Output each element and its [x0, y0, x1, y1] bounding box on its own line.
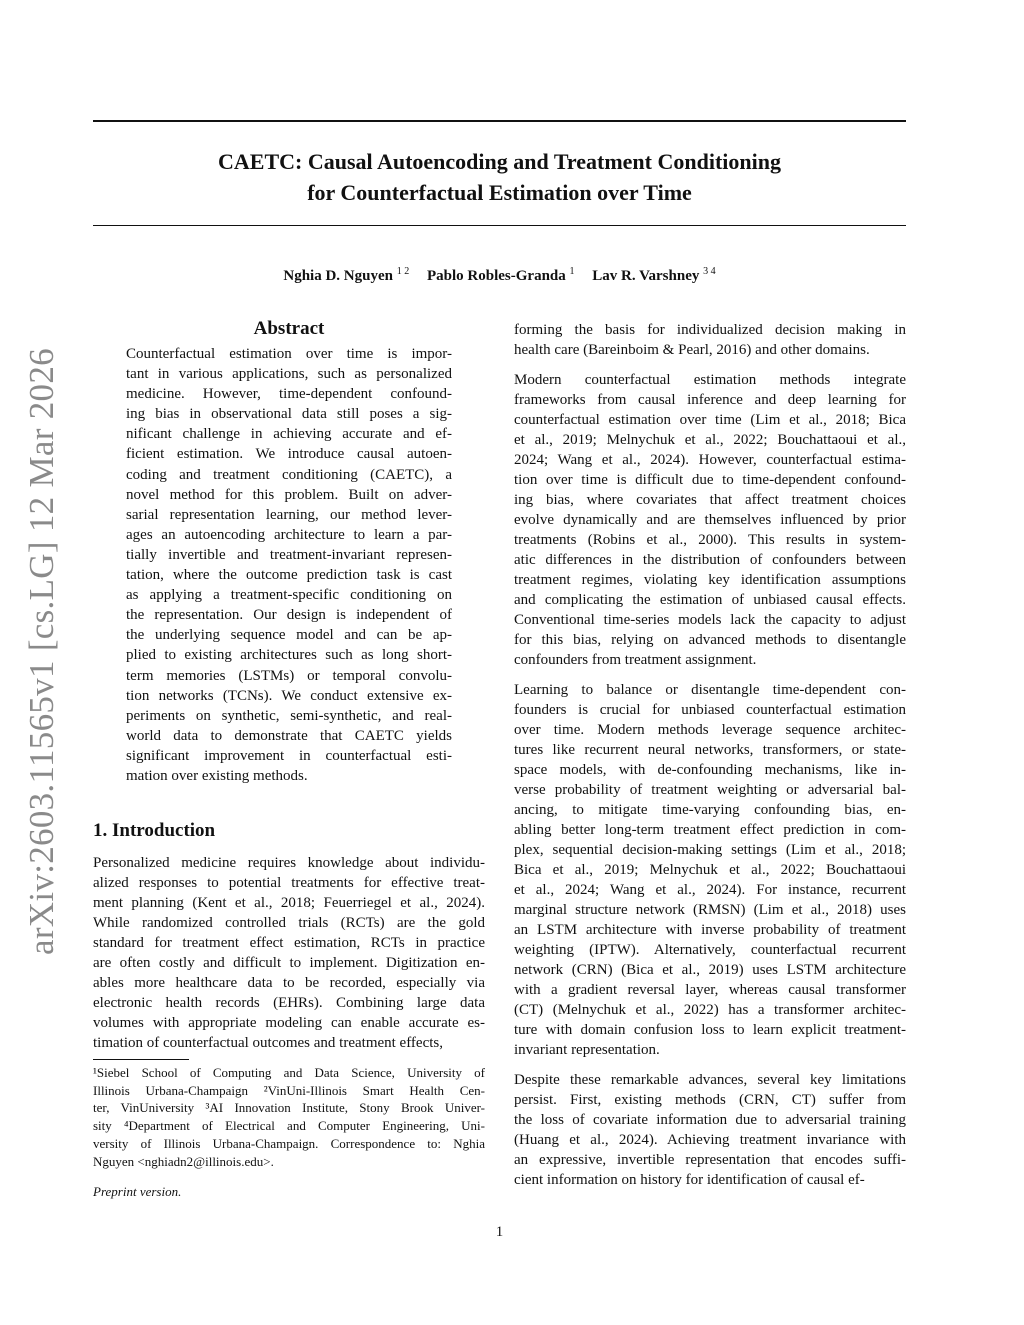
introduction-line: While randomized controlled trials (RCTs) are the gold	[93, 915, 485, 931]
right-line: with a gradient reversal layer, whereas causal transformer	[514, 982, 906, 998]
right-line: and complicating the estimation of unbiased causal effects.	[514, 592, 906, 608]
right-line: for this bias, relying on advanced methods to disentangle	[514, 632, 906, 648]
abstract-line: term memories (LSTMs) or temporal convolu-	[126, 667, 452, 684]
abstract-line: the representation. Our design is independent of	[126, 607, 452, 624]
right-line: et al., 2024; Wang et al., 2024). For instance, recurrent	[514, 882, 906, 898]
footnote-line: Illinois Urbana-Champaign ²VinUni-Illinois Smart Health Cen-	[93, 1082, 485, 1098]
right-line: tion over time is difficult due to time-dependent confound-	[514, 472, 906, 488]
right-line: space models, with de-confounding mechanisms, like in-	[514, 762, 906, 778]
abstract-line: sarial representation learning, our method lever-	[126, 506, 452, 523]
footnote-line: ter, VinUniversity ³AI Innovation Institute, Stony Brook Univer-	[93, 1100, 485, 1116]
right-line: weighting (IPTW). Alternatively, counterfactual recurrent	[514, 942, 906, 958]
introduction-line: ment planning (Kent et al., 2018; Feuerriegel et al., 2024).	[93, 895, 485, 911]
abstract-line: nificant challenge in achieving accurate and ef-	[126, 426, 452, 443]
author-2-affiliations: 1	[569, 266, 575, 277]
abstract-line: tially invertible and treatment-invariant represen-	[126, 546, 452, 563]
right-line: invariant representation.	[514, 1042, 660, 1058]
author-2: Pablo Robles-Granda $^1$	[426, 266, 575, 284]
abstract-line: the underlying sequence model and can be ap-	[126, 627, 452, 644]
author-list	[93, 262, 906, 286]
right-line: verse probability of treatment weighting or adversarial bal-	[514, 782, 906, 798]
right-line: confounders from treatment assignment.	[514, 652, 757, 668]
abstract-line: mation over existing methods.	[126, 767, 308, 784]
right-line: tures like recurrent neural networks, transformers, or state-	[514, 742, 906, 758]
right-paragraph	[514, 370, 906, 670]
abstract-line: coding and treatment conditioning (CAETC), a	[126, 466, 452, 483]
page-number: 1	[495, 1224, 504, 1240]
abstract-line: significant improvement in counterfactual esti-	[126, 747, 452, 764]
author-1-affiliations: 1 2	[396, 266, 410, 277]
abstract-line: ages an autoencoding architecture to learn a par-	[126, 526, 452, 543]
paper-title	[93, 146, 906, 208]
abstract-line: novel method for this problem. Built on adver-	[126, 486, 452, 503]
introduction-line: Personalized medicine requires knowledge about individu-	[93, 855, 485, 871]
abstract-line: ficient estimation. We introduce causal autoen-	[126, 446, 452, 463]
abstract-body	[126, 344, 452, 786]
abstract-line: as applying a treatment-specific conditioning on	[126, 587, 452, 604]
right-paragraph	[514, 1070, 906, 1190]
introduction-line: alized responses to potential treatments for effective treat-	[93, 875, 485, 891]
right-line: plex, sequential decision-making settings (Lim et al., 2018;	[514, 842, 906, 858]
right-line: Despite these remarkable advances, several key limitations	[514, 1072, 906, 1088]
footnote-line: sity ⁴Department of Electrical and Computer Engineering, Uni-	[93, 1118, 485, 1134]
footnote-line: Nguyen <nghiadn2@illinois.edu>.	[93, 1153, 274, 1169]
right-line: et al., 2019; Melnychuk et al., 2022; Bouchattaoui et al.,	[514, 432, 906, 448]
introduction-line: volumes with appropriate modeling can enable accurate es-	[93, 1015, 485, 1031]
abstract-line: medicine. However, time-dependent confound-	[126, 386, 452, 403]
right-line: Learning to balance or disentangle time-dependent con-	[514, 682, 906, 698]
right-line: ture with domain confusion loss to learn explicit treatment-	[514, 1022, 906, 1038]
right-line: evolve dynamically and are themselves influenced by prior	[514, 512, 906, 528]
right-line: the loss of covariate information due to adversarial training	[514, 1112, 906, 1128]
arxiv-side-stamp: arXiv:2603.11565v1 [cs.LG] 12 Mar 2026	[22, 348, 61, 955]
footnote-rule	[93, 1059, 189, 1060]
title-line-2: for Counterfactual Estimation over Time	[307, 180, 692, 205]
right-line: treatments (Robins et al., 2000). This results in system-	[514, 532, 906, 548]
right-line: cient information on history for identification of causal ef-	[514, 1172, 865, 1188]
right-paragraph	[514, 320, 906, 360]
introduction-line: are often costly and difficult to implement. Digitization en-	[93, 955, 485, 971]
abstract-line: Counterfactual estimation over time is impor-	[126, 346, 452, 362]
title-bottom-rule	[93, 225, 906, 226]
right-line: over time. Modern methods leverage sequence architec-	[514, 722, 906, 738]
right-column	[514, 320, 906, 1200]
right-line: counterfactual estimation over time (Lim et al., 2018; Bica	[514, 412, 906, 428]
right-line: ing bias, where covariates that affect treatment choices	[514, 492, 906, 508]
right-line: abling better long-term treatment effect prediction in com-	[514, 822, 906, 838]
affiliations-footnote	[93, 1064, 485, 1170]
right-line: marginal structure network (RMSN) (Lim et al., 2018) uses	[514, 902, 906, 918]
abstract-line: tation, where the outcome prediction task is cast	[126, 567, 452, 584]
introduction-line: timation of counterfactual outcomes and treatment effects,	[93, 1035, 444, 1051]
right-line: an LSTM architecture with inverse probability of treatment	[514, 922, 906, 938]
right-line: frameworks from causal inference and deep learning for	[514, 392, 906, 408]
right-line: (Huang et al., 2024). Achieving treatment invariance with	[514, 1132, 906, 1148]
introduction-body	[93, 853, 485, 1053]
title-line-1: CAETC: Causal Autoencoding and Treatment Conditioning	[218, 149, 781, 174]
author-3: Lav R. Varshney $^{3 4}$	[592, 266, 716, 284]
introduction-line: ables more healthcare data to be recorded, especially via	[93, 975, 485, 991]
right-line: Modern counterfactual estimation methods integrate	[514, 372, 906, 388]
introduction-line: electronic health records (EHRs). Combining large data	[93, 995, 485, 1011]
right-line: forming the basis for individualized decision making in	[514, 322, 906, 338]
right-line: treatment regimes, violating key identification assumptions	[514, 572, 906, 588]
right-paragraph	[514, 680, 906, 1060]
right-line: network (CRN) (Bica et al., 2019) uses LSTM architecture	[514, 962, 906, 978]
footnote-line: ¹Siebel School of Computing and Data Science, University of	[93, 1065, 485, 1080]
preprint-note: Preprint version.	[93, 1184, 182, 1199]
right-line: health care (Bareinboim & Pearl, 2016) and other domains.	[514, 342, 870, 358]
abstract-line: periments on synthetic, semi-synthetic, and real-	[126, 707, 452, 724]
author-1: Nghia D. Nguyen $^{1 2}$	[283, 266, 410, 284]
abstract-line: plied to existing architectures such as long short-	[126, 647, 452, 664]
right-line: ancing, to mitigate time-varying confounding bias, en-	[514, 802, 906, 818]
abstract-heading: Abstract	[253, 318, 325, 339]
abstract-line: tion networks (TCNs). We conduct extensive ex-	[126, 687, 452, 704]
right-line: founders is crucial for unbiased counterfactual estimation	[514, 702, 906, 718]
abstract-line: world data to demonstrate that CAETC yields	[126, 727, 452, 744]
author-3-affiliations: 3 4	[703, 266, 716, 277]
right-line: atic differences in the distribution of confounders between	[514, 552, 906, 568]
right-line: Conventional time-series models lack the capacity to adjust	[514, 612, 906, 628]
introduction-line: standard for treatment effect estimation, RCTs in practice	[93, 935, 485, 951]
right-line: an expressive, invertible representation that encodes suffi-	[514, 1152, 906, 1168]
abstract-line: tant in various applications, such as personalized	[126, 366, 452, 383]
footnote-line: versity of Illinois Urbana-Champaign. Correspondence to: Nghia	[93, 1135, 485, 1151]
right-line: (CT) (Melnychuk et al., 2022) has a transformer architec-	[514, 1002, 906, 1018]
right-line: 2024; Wang et al., 2024). However, counterfactual estima-	[514, 452, 906, 468]
right-line: persist. First, existing methods (CRN, CT) suffer from	[514, 1092, 906, 1108]
introduction-heading: 1. Introduction	[93, 820, 216, 841]
right-line: Bica et al., 2019; Melnychuk et al., 2022; Bouchattaoui	[514, 862, 906, 878]
title-top-rule	[93, 120, 906, 122]
abstract-line: ing bias in observational data still poses a sig-	[126, 406, 452, 423]
